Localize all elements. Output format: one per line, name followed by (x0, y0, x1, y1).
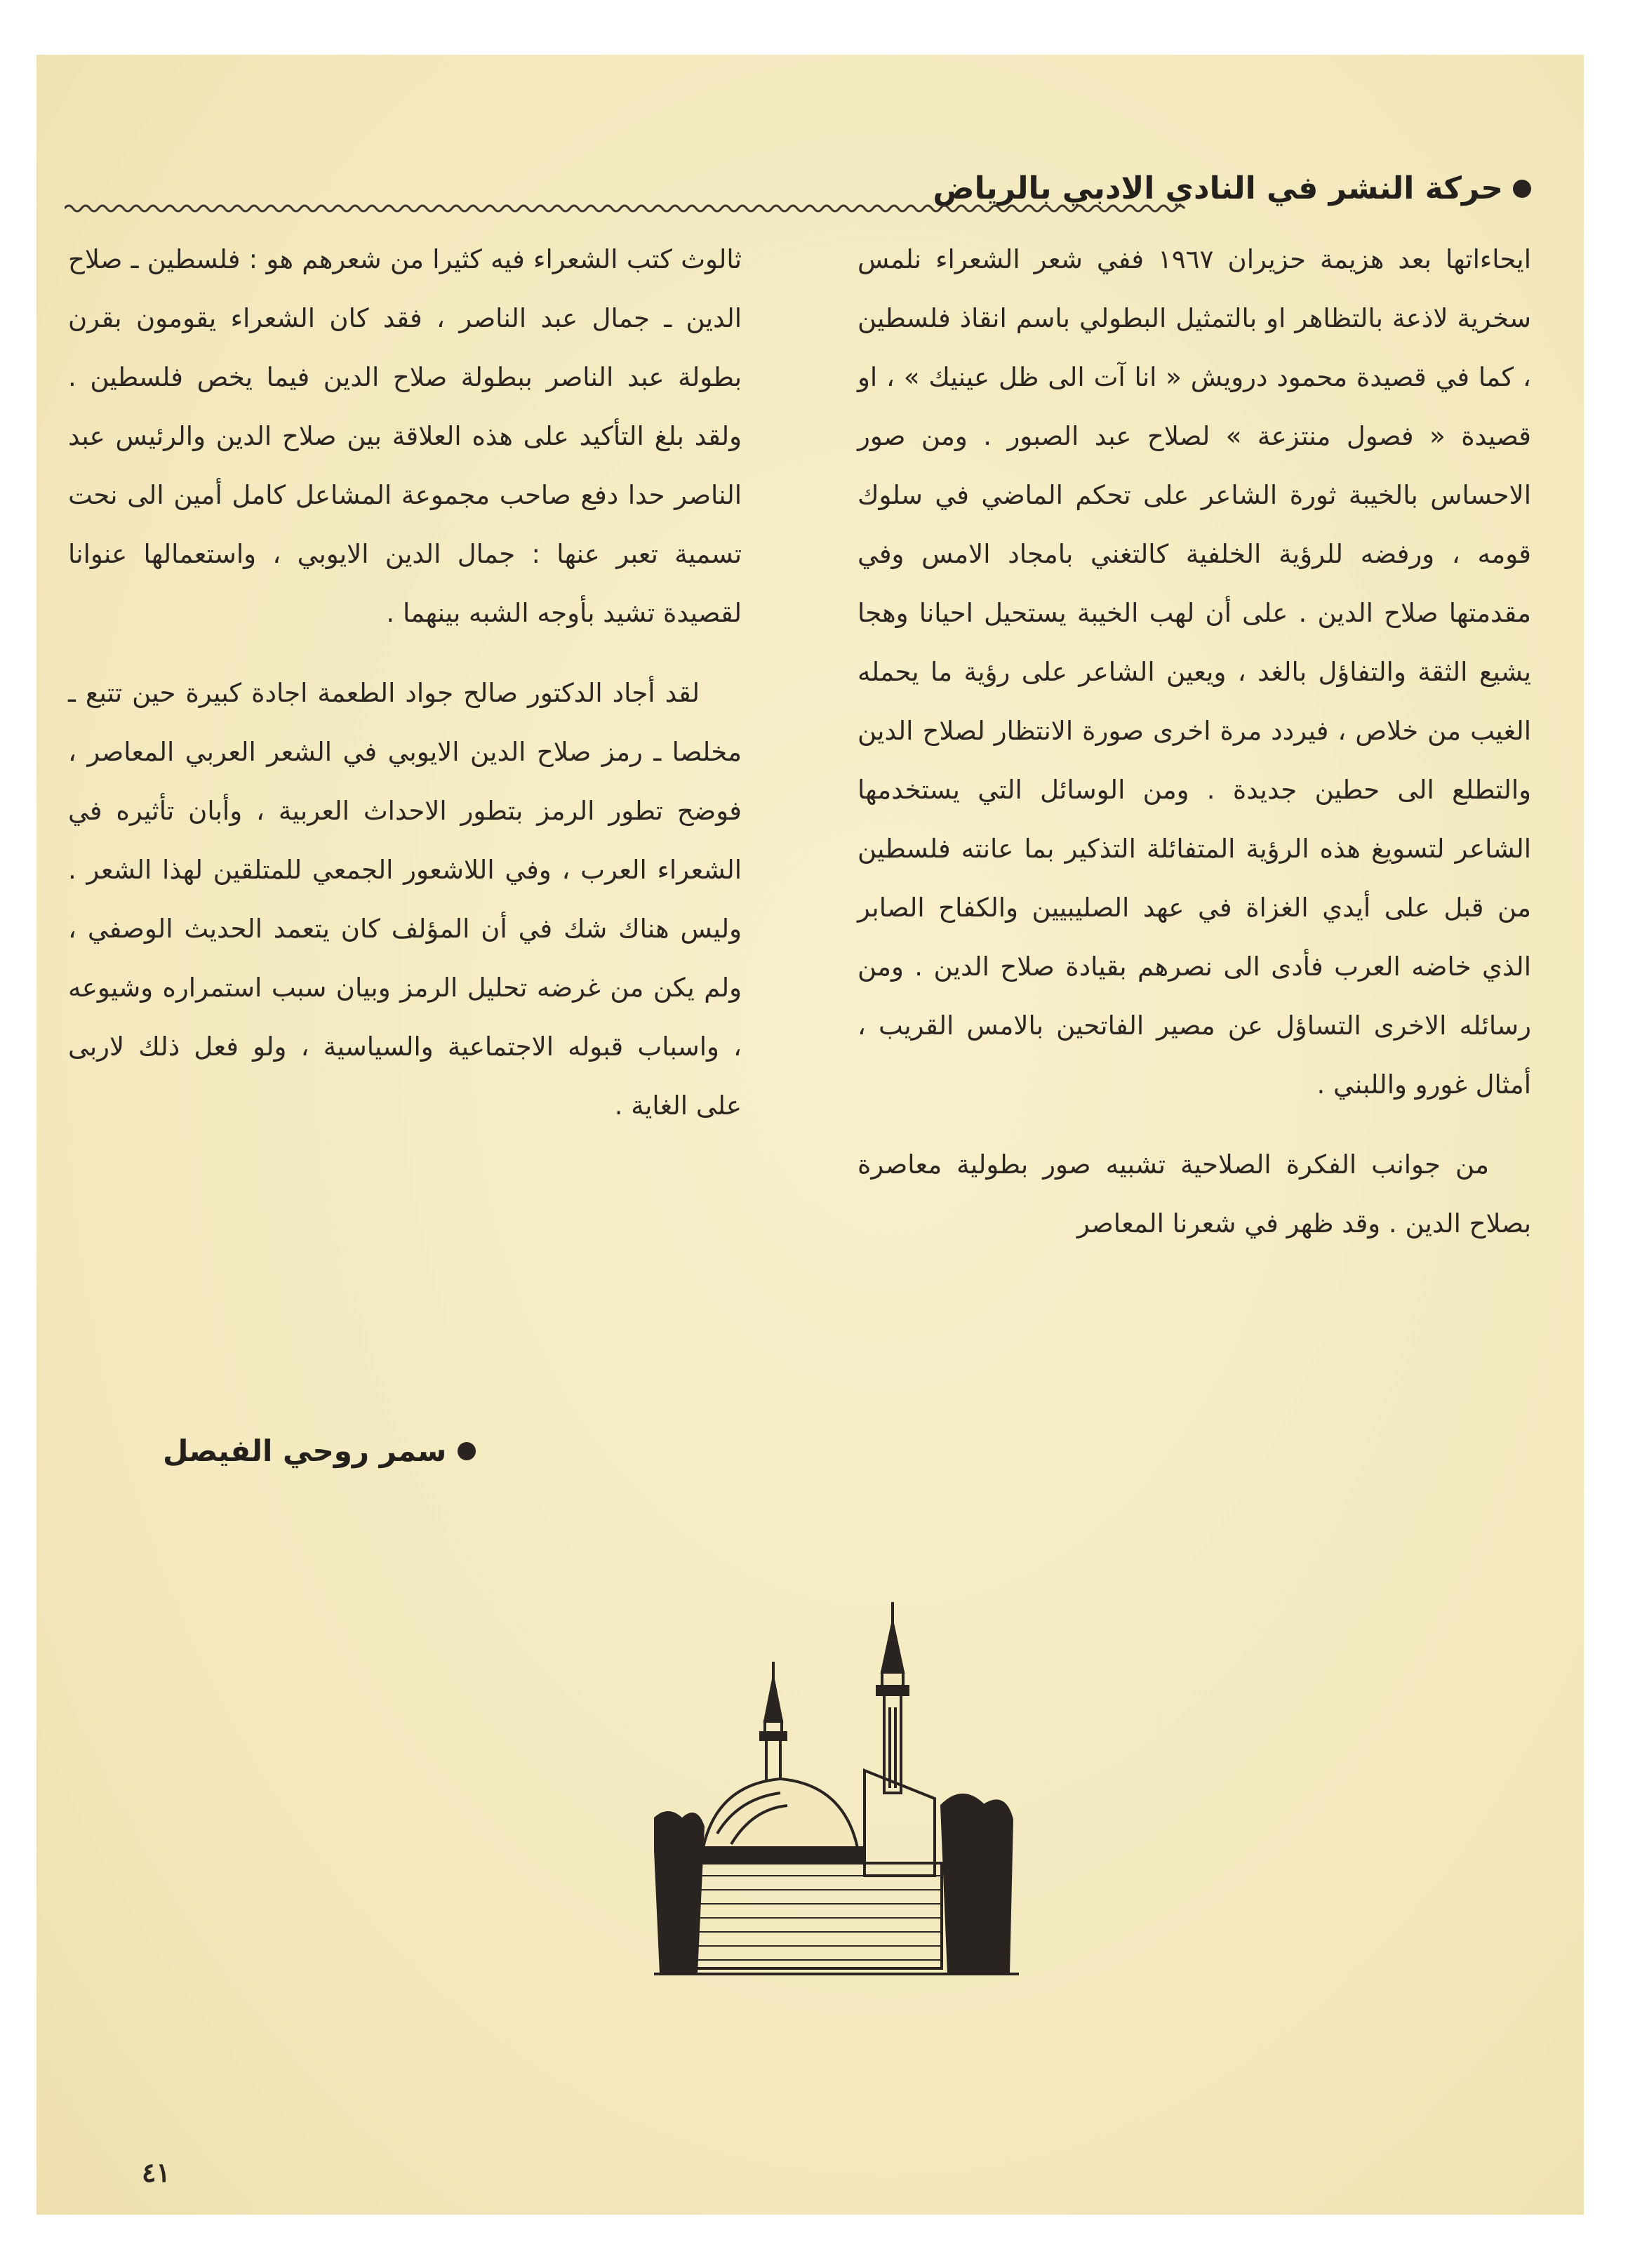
left-paragraph-2: لقد أجاد الدكتور صالح جواد الطعمة اجادة كبيرة حين تتبع ـ مخلصا ـ رمز صلاح الدين الايوبي في الشعر العربي المعاصر ، فوضح تطور الرمز بتطور الاحداث العربية ، وأبان تأثيره في الشعراء العرب ، وفي اللاشعور الجمعي للمتلقين لهذا الشعر . وليس هناك شك في أن المؤلف كان يتعمد الحديث الوصفي ، ولم يكن من غرضه تحليل الرمز وبيان سبب استمراره وشيوعه ، واسباب قبوله الاجتماعية والسياسية ، ولو فعل ذلك لاربى على الغاية . (68, 678, 742, 1121)
author-signature (163, 1434, 476, 1468)
bullet-icon (1513, 180, 1531, 198)
document-page (36, 55, 1584, 2215)
bullet-icon (458, 1442, 476, 1460)
right-column (858, 230, 1531, 1274)
article-title: حركة النشر في النادي الادبي بالرياض (933, 171, 1503, 206)
author-name: سمر روحي الفيصل (163, 1434, 447, 1468)
left-paragraph-1: ثالوث كتب الشعراء فيه كثيرا من شعرهم هو : فلسطين ـ صلاح الدين ـ جمال عبد الناصر ، فقد كان الشعراء يقومون بقرن بطولة عبد الناصر ببطولة صلاح الدين فيما يخص فلسطين . ولقد بلغ التأكيد على هذه العلاقة بين صلاح الدين والرئيس عبد الناصر حدا دفع صاحب مجموعة المشاعل كامل أمين الى نحت تسمية تعبر عنها : جمال الدين الايوبي ، واستعمالها عنوانا لقصيدة تشيد بأوجه الشبه بينهما . (68, 244, 742, 628)
right-paragraph-2: من جوانب الفكرة الصلاحية تشبيه صور بطولية معاصرة بصلاح الدين . وقد ظهر في شعرنا المعاصر (858, 1149, 1531, 1239)
mosque-sketch-icon (654, 1595, 1019, 1988)
page-number: ٤١ (142, 2156, 171, 2188)
right-paragraph-1: ايحاءاتها بعد هزيمة حزيران ١٩٦٧ ففي شعر الشعراء نلمس سخرية لاذعة بالتظاهر او بالتمثيل البطولي باسم انقاذ فلسطين ، كما في قصيدة محمود درويش « انا آت الى ظل عينيك » ، او قصيدة « فصول منتزعة » لصلاح عبد الصبور . ومن صور الاحساس بالخيبة ثورة الشاعر على تحكم الماضي في سلوك قومه ، ورفضه للرؤية الخلفية كالتغني بامجاد الامس وفي مقدمتها صلاح الدين . على أن لهب الخيبة يستحيل احيانا وهجا يشيع الثقة والتفاؤل بالغد ، ويعين الشاعر على رؤية ما يحمله الغيب من خلاص ، فيردد مرة اخرى صورة الانتظار لصلاح الدين والتطلع الى حطين جديدة . ومن الوسائل التي يستخدمها الشاعر لتسويغ هذه الرؤية المتفائلة التذكير بما عانته فلسطين من قبل على أيدي الغزاة في عهد الصليبيين والكفاح الصابر الذي خاضه العرب فأدى الى نصرهم بقيادة صلاح الدين . ومن رسائله الاخرى التساؤل عن مصير الفاتحين بالامس القريب ، أمثال غورو واللبني . (858, 244, 1532, 1100)
wavy-divider (65, 201, 1531, 216)
left-column (68, 230, 742, 1156)
